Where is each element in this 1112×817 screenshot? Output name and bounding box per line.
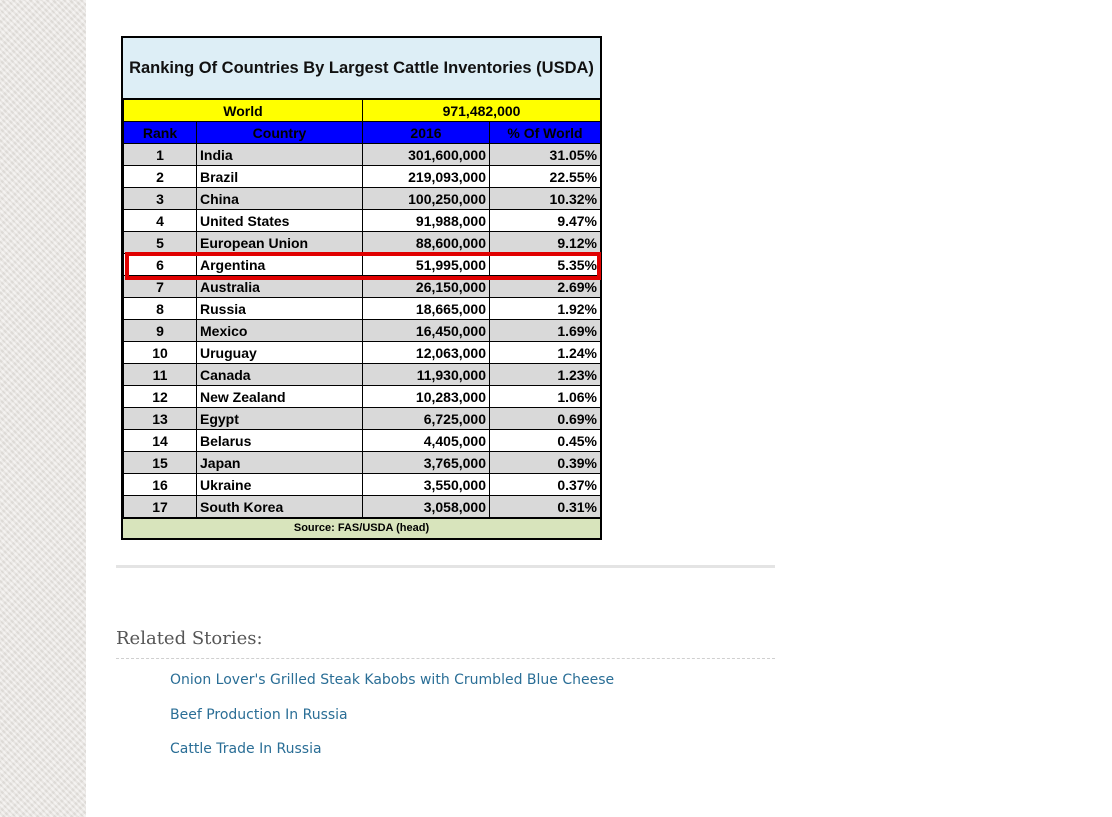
rank-cell: 7 (124, 276, 197, 298)
percent-cell: 0.69% (490, 408, 601, 430)
percent-cell: 0.45% (490, 430, 601, 452)
percent-cell: 1.24% (490, 342, 601, 364)
table-row (124, 210, 601, 232)
table-row (124, 188, 601, 210)
column-header-2016: 2016 (363, 122, 490, 144)
country-cell: Canada (197, 364, 363, 386)
country-cell: Brazil (197, 166, 363, 188)
inventory-cell: 301,600,000 (363, 144, 490, 166)
inventory-cell: 88,600,000 (363, 232, 490, 254)
country-cell: Argentina (197, 254, 363, 276)
table-row (124, 144, 601, 166)
table-row (124, 386, 601, 408)
table-row (124, 298, 601, 320)
side-background-texture (0, 0, 86, 817)
percent-cell: 10.32% (490, 188, 601, 210)
country-cell: Belarus (197, 430, 363, 452)
inventory-cell: 26,150,000 (363, 276, 490, 298)
inventory-cell: 18,665,000 (363, 298, 490, 320)
rank-cell: 5 (124, 232, 197, 254)
world-row (124, 100, 601, 122)
country-cell: Japan (197, 452, 363, 474)
country-cell: Egypt (197, 408, 363, 430)
inventory-cell: 11,930,000 (363, 364, 490, 386)
percent-cell: 22.55% (490, 166, 601, 188)
rank-cell: 9 (124, 320, 197, 342)
rank-cell: 13 (124, 408, 197, 430)
table-row (124, 232, 601, 254)
rank-cell: 16 (124, 474, 197, 496)
cattle-ranking-figure (121, 36, 602, 540)
rank-cell: 14 (124, 430, 197, 452)
percent-cell: 31.05% (490, 144, 601, 166)
table-row (124, 276, 601, 298)
rank-cell: 6 (124, 254, 197, 276)
percent-cell: 2.69% (490, 276, 601, 298)
country-cell: Ukraine (197, 474, 363, 496)
related-stories-heading: Related Stories: (116, 628, 263, 649)
table-row (124, 364, 601, 386)
table-row (124, 342, 601, 364)
content-divider (116, 565, 775, 568)
percent-cell: 0.37% (490, 474, 601, 496)
rank-cell: 10 (124, 342, 197, 364)
percent-cell: 1.69% (490, 320, 601, 342)
country-cell: Russia (197, 298, 363, 320)
inventory-cell: 10,283,000 (363, 386, 490, 408)
figure-title: Ranking Of Countries By Largest Cattle Inventories (USDA) (123, 38, 600, 99)
table-row (124, 408, 601, 430)
ranking-table (123, 99, 601, 518)
country-cell: Australia (197, 276, 363, 298)
inventory-cell: 100,250,000 (363, 188, 490, 210)
table-row (124, 452, 601, 474)
column-header-country: Country (197, 122, 363, 144)
table-row (124, 320, 601, 342)
percent-cell: 5.35% (490, 254, 601, 276)
country-cell: New Zealand (197, 386, 363, 408)
inventory-cell: 219,093,000 (363, 166, 490, 188)
rank-cell: 4 (124, 210, 197, 232)
country-cell: United States (197, 210, 363, 232)
country-cell: South Korea (197, 496, 363, 518)
rank-cell: 3 (124, 188, 197, 210)
related-link-beef-production-russia[interactable]: Beef Production In Russia (170, 706, 348, 723)
table-header-row (124, 122, 601, 144)
inventory-cell: 91,988,000 (363, 210, 490, 232)
table-row (124, 496, 601, 518)
rank-cell: 15 (124, 452, 197, 474)
column-header-rank: Rank (124, 122, 197, 144)
rank-cell: 17 (124, 496, 197, 518)
column-header-pct-world: % Of World (490, 122, 601, 144)
country-cell: Mexico (197, 320, 363, 342)
percent-cell: 0.39% (490, 452, 601, 474)
related-stories-list (170, 670, 614, 774)
world-value: 971,482,000 (363, 100, 601, 122)
inventory-cell: 16,450,000 (363, 320, 490, 342)
world-label: World (124, 100, 363, 122)
inventory-cell: 4,405,000 (363, 430, 490, 452)
percent-cell: 1.06% (490, 386, 601, 408)
percent-cell: 9.47% (490, 210, 601, 232)
rank-cell: 1 (124, 144, 197, 166)
rank-cell: 12 (124, 386, 197, 408)
table-row (124, 430, 601, 452)
table-row (124, 166, 601, 188)
inventory-cell: 3,765,000 (363, 452, 490, 474)
rank-cell: 2 (124, 166, 197, 188)
country-cell: Uruguay (197, 342, 363, 364)
inventory-cell: 3,550,000 (363, 474, 490, 496)
inventory-cell: 3,058,000 (363, 496, 490, 518)
source-note: Source: FAS/USDA (head) (123, 518, 600, 538)
rank-cell: 11 (124, 364, 197, 386)
table-row (124, 254, 601, 276)
inventory-cell: 51,995,000 (363, 254, 490, 276)
country-cell: India (197, 144, 363, 166)
rank-cell: 8 (124, 298, 197, 320)
percent-cell: 9.12% (490, 232, 601, 254)
percent-cell: 1.23% (490, 364, 601, 386)
related-link-steak-kabobs[interactable]: Onion Lover's Grilled Steak Kabobs with Crumbled Blue Cheese (170, 672, 615, 688)
country-cell: China (197, 188, 363, 210)
related-link-cattle-trade-russia[interactable]: Cattle Trade In Russia (170, 741, 322, 757)
inventory-cell: 12,063,000 (363, 342, 490, 364)
related-heading-underline (116, 658, 775, 659)
percent-cell: 0.31% (490, 496, 601, 518)
inventory-cell: 6,725,000 (363, 408, 490, 430)
table-row (124, 474, 601, 496)
country-cell: European Union (197, 232, 363, 254)
percent-cell: 1.92% (490, 298, 601, 320)
